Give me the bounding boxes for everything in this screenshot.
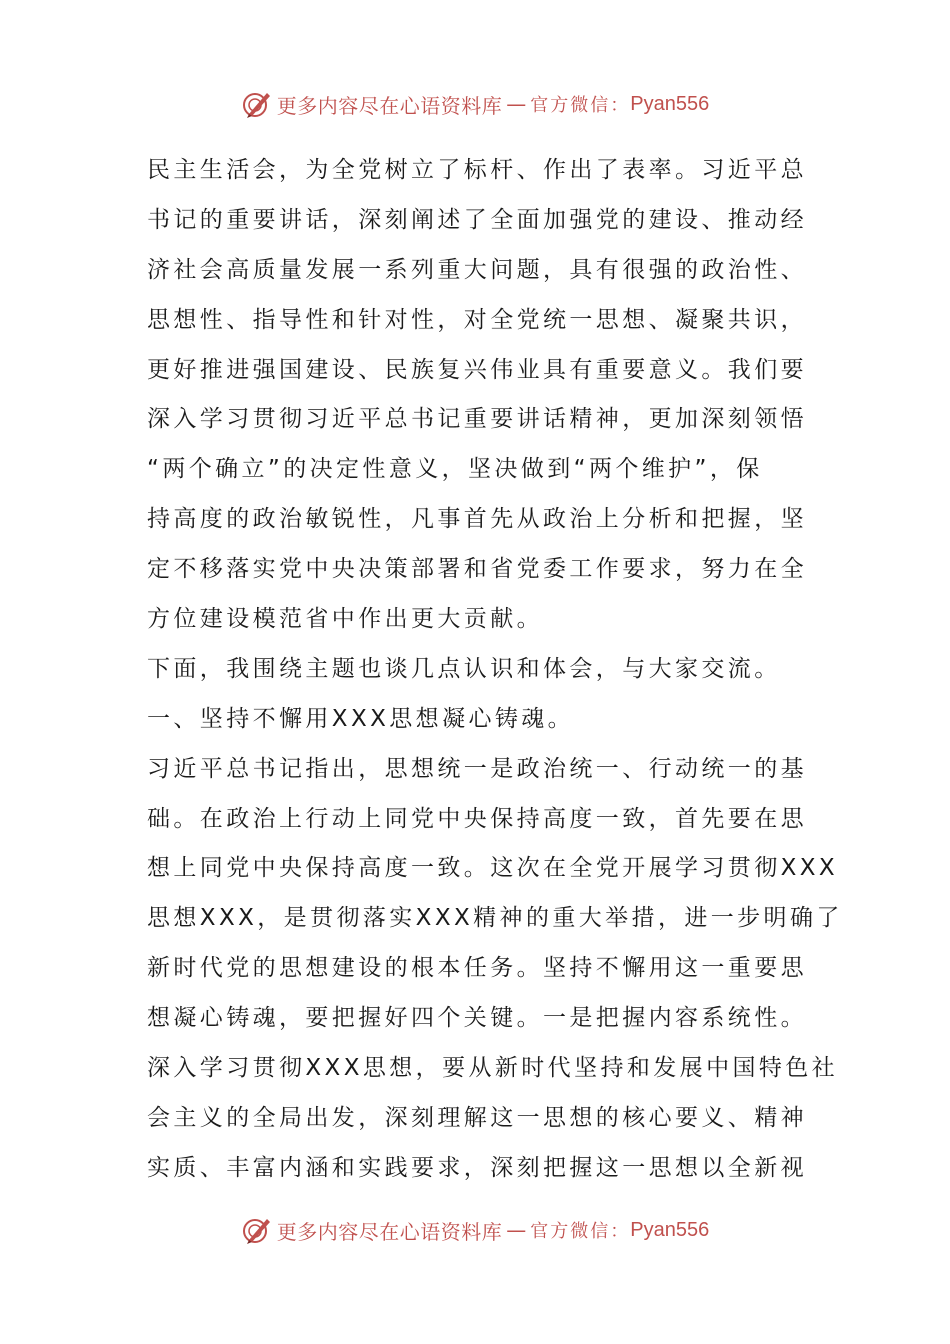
text-line: 持高度的政治敏锐性，凡事首先从政治上分析和把握，坚: [147, 506, 807, 533]
banner-dash: —: [506, 1218, 527, 1242]
text-line: 深入学习贯彻习近平总书记重要讲话精神，更加深刻领悟: [147, 406, 807, 433]
banner-wechat-id: Pyan556: [630, 92, 710, 115]
footer-watermark-banner: [0, 1210, 950, 1250]
text-line: 民主生活会，为全党树立了标杆、作出了表率。习近平总: [147, 157, 807, 183]
text-line: 济社会高质量发展一系列重大问题，具有很强的政治性、: [147, 256, 807, 283]
text-line: “两个确立”的决定性意义，坚决做到“两个维护”，保: [147, 456, 763, 483]
text-line: 更好推进强国建设、民族复兴伟业具有重要意义。我们要: [147, 356, 807, 383]
pen-logo-icon: [241, 1214, 273, 1246]
text-line: 想上同党中央保持高度一致。这次在全党开展学习贯彻XXX: [147, 855, 839, 882]
text-line: 习近平总书记指出，思想统一是政治统一、行动统一的基: [147, 755, 807, 782]
text-line: 础。在政治上行动上同党中央保持高度一致，首先要在思: [147, 805, 807, 832]
text-line: 实质、丰富内涵和实践要求，深刻把握这一思想以全新视: [147, 1154, 807, 1181]
text-line: 会主义的全局出发，深刻理解这一思想的核心要义、精神: [147, 1104, 807, 1131]
banner-wechat-id: Pyan556: [630, 1218, 710, 1241]
document-body: [147, 146, 843, 1194]
text-line: 思想性、指导性和针对性，对全党统一思想、凝聚共识，: [147, 306, 807, 333]
header-watermark-banner: [0, 84, 950, 124]
text-line: 方位建设模范省中作出更大贡献。: [147, 606, 543, 633]
banner-dash: —: [506, 92, 527, 116]
banner-wechat-label: 官方微信：: [530, 95, 631, 116]
text-line: 书记的重要讲话，深刻阐述了全面加强党的建设、推动经: [147, 206, 807, 233]
banner-wechat-label: 官方微信：: [530, 1221, 631, 1242]
banner-brand-text: 更多内容尽在心语资料库: [276, 1219, 503, 1244]
paragraph-intro: 下面，我围绕主题也谈几点认识和体会，与大家交流。: [147, 655, 781, 682]
banner-brand-text: 更多内容尽在心语资料库: [276, 93, 503, 118]
text-line: 深入学习贯彻XXX思想，要从新时代坚持和发展中国特色社: [147, 1055, 839, 1082]
text-line: 定不移落实党中央决策部署和省党委工作要求，努力在全: [147, 556, 807, 583]
text-line: 思想XXX，是贯彻落实XXX精神的重大举措，进一步明确了: [147, 905, 843, 932]
text-line: 想凝心铸魂，要把握好四个关键。一是把握内容系统性。: [147, 1005, 807, 1032]
pen-logo-icon: [241, 88, 273, 120]
text-line: 新时代党的思想建设的根本任务。坚持不懈用这一重要思: [147, 955, 807, 982]
section-heading: 一、坚持不懈用XXX思想凝心铸魂。: [147, 705, 575, 732]
